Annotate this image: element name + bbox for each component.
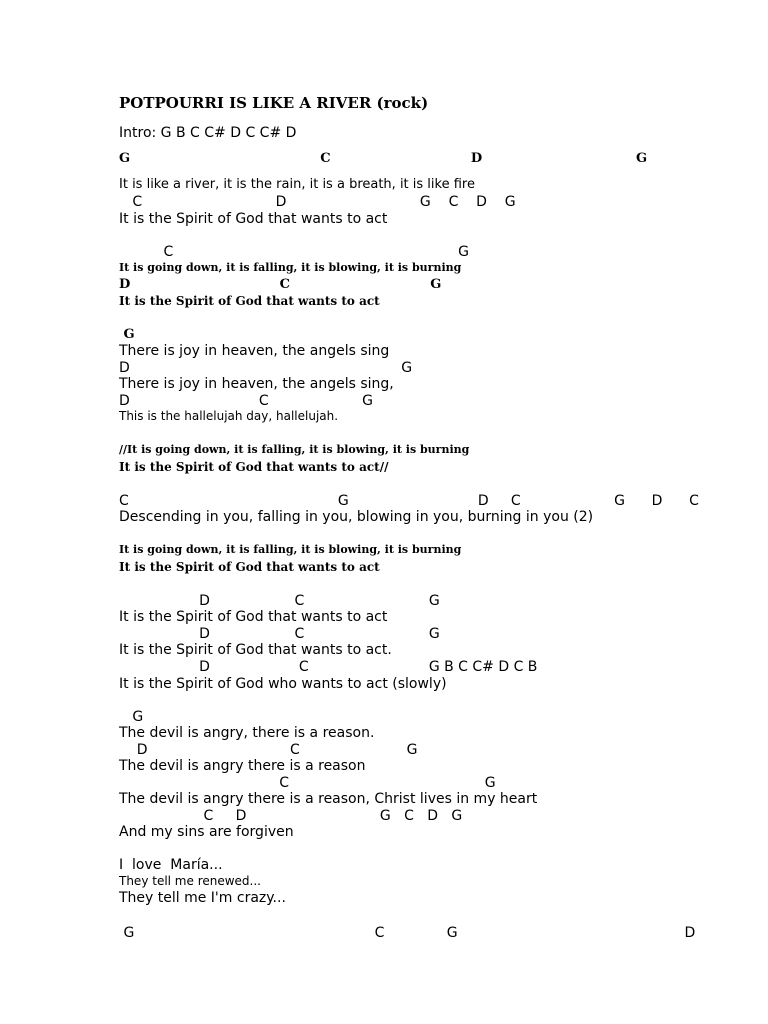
lyric-line: They tell me I'm crazy... xyxy=(119,890,286,906)
lyric-line: The devil is angry there is a reason, Christ lives in my heart xyxy=(119,791,538,807)
chord-line: C D G C D G xyxy=(119,808,463,824)
lyric-line: There is joy in heaven, the angels sing xyxy=(119,343,390,359)
lyric-line: It is going down, it is falling, it is blowing, it is burning xyxy=(119,261,462,274)
lyric-line: It is the Spirit of God who wants to act (slowly) xyxy=(119,676,447,692)
chord-line: C D G C D G xyxy=(119,194,516,210)
song-title: POTPOURRI IS LIKE A RIVER (rock) xyxy=(119,94,429,112)
lyric-line: Descending in you, falling in you, blowing in you, burning in you (2) xyxy=(119,509,594,525)
chord-line: D C G xyxy=(119,626,440,642)
lyric-line: //It is going down, it is falling, it is blowing, it is burning xyxy=(119,443,470,456)
chord-line: C G xyxy=(119,775,496,791)
lyric-line: It is the Spirit of God that wants to act xyxy=(119,294,380,308)
lyric-line: It is the Spirit of God that wants to act xyxy=(119,560,380,574)
intro-line: Intro: G B C C# D C C# D xyxy=(119,125,297,141)
chord-line: G C D G xyxy=(119,151,648,166)
chord-line: D C G xyxy=(119,277,442,292)
lyric-line: They tell me renewed... xyxy=(119,874,261,888)
lyric-line: And my sins are forgiven xyxy=(119,824,294,840)
lyric-line: There is joy in heaven, the angels sing, xyxy=(119,376,394,392)
lyric-line: I love María... xyxy=(119,857,223,873)
lyric-line: It is the Spirit of God that wants to act. xyxy=(119,642,392,658)
lyric-line: It is the Spirit of God that wants to act// xyxy=(119,460,389,474)
chord-line: G xyxy=(119,709,144,725)
lyric-line: The devil is angry, there is a reason. xyxy=(119,725,375,741)
lyric-line: It is the Spirit of God that wants to act xyxy=(119,211,388,227)
chord-line: C G D C G D C xyxy=(119,493,699,509)
chord-line: D G xyxy=(119,360,413,376)
chord-line: G C G D xyxy=(119,925,696,941)
chord-line: C G xyxy=(119,244,469,260)
lyric-line: It is going down, it is falling, it is blowing, it is burning xyxy=(119,543,462,556)
chord-line: D C G xyxy=(119,393,373,409)
lyric-line: It is like a river, it is the rain, it is a breath, it is like fire xyxy=(119,177,475,192)
chord-line: D C G xyxy=(119,593,440,609)
chord-line: D C G B C C# D C B xyxy=(119,659,538,675)
chord-line: G xyxy=(119,327,135,342)
chord-line: D C G xyxy=(119,742,418,758)
lyric-line: The devil is angry there is a reason xyxy=(119,758,366,774)
lyric-line: This is the hallelujah day, hallelujah. xyxy=(119,409,339,423)
lyric-line: It is the Spirit of God that wants to act xyxy=(119,609,388,625)
